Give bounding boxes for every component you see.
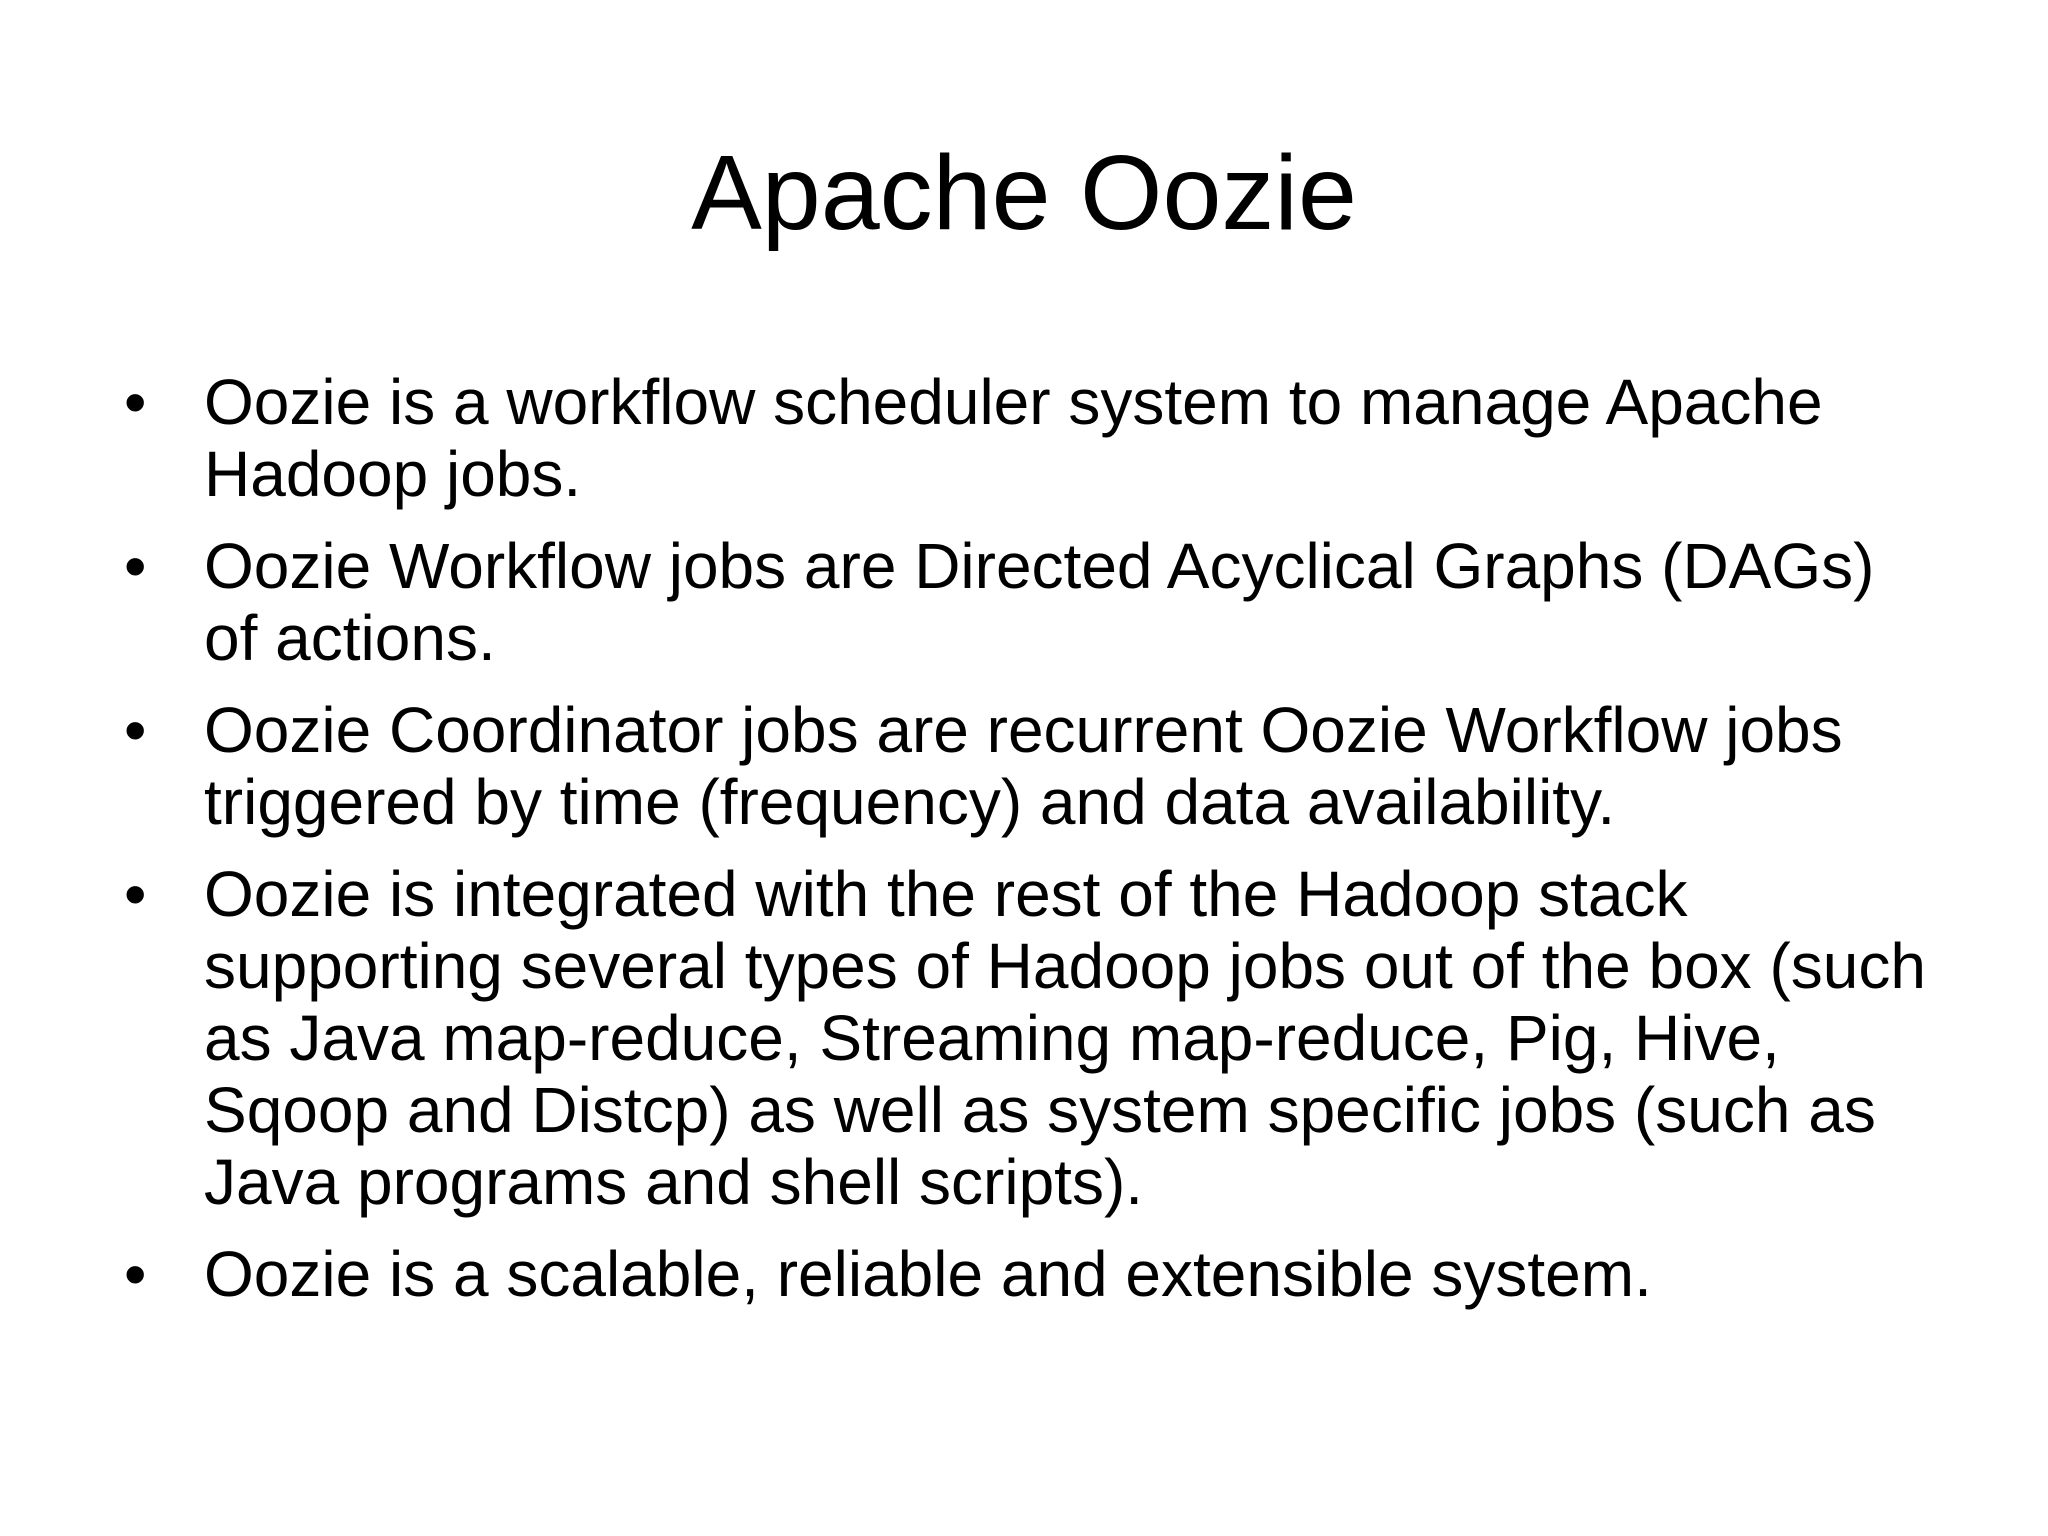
bullet-item — [124, 694, 1944, 838]
bullet-item — [124, 1238, 1944, 1310]
bullet-dot-icon: • — [124, 366, 147, 438]
bullet-dot-icon: • — [124, 694, 147, 766]
bullet-text: Oozie Workflow jobs are Directed Acyclical Graphs (DAGs) of actions. — [204, 530, 1875, 674]
bullet-text: Oozie is a scalable, reliable and extensible system. — [204, 1238, 1652, 1310]
bullet-item — [124, 366, 1944, 510]
bullet-text: Oozie is a workflow scheduler system to manage Apache Hadoop jobs. — [204, 366, 1823, 510]
bullet-item — [124, 530, 1944, 674]
bullet-dot-icon: • — [124, 1238, 147, 1310]
slide-title: Apache Oozie — [691, 134, 1357, 252]
bullet-dot-icon: • — [124, 530, 147, 602]
bullet-text: Oozie is integrated with the rest of the Hadoop stack supporting several types of Hadoop jobs out of the box (such as Java map-reduce, Streaming map-reduce, Pig, Hive, Sqoop and Distcp) as well as system specific jobs (such as Java programs and shell scripts). — [204, 858, 1926, 1218]
bullet-list — [124, 366, 1944, 1330]
bullet-dot-icon: • — [124, 858, 147, 930]
bullet-text: Oozie Coordinator jobs are recurrent Oozie Workflow jobs triggered by time (frequency) and data availability. — [204, 694, 1843, 838]
bullet-item — [124, 858, 1944, 1218]
